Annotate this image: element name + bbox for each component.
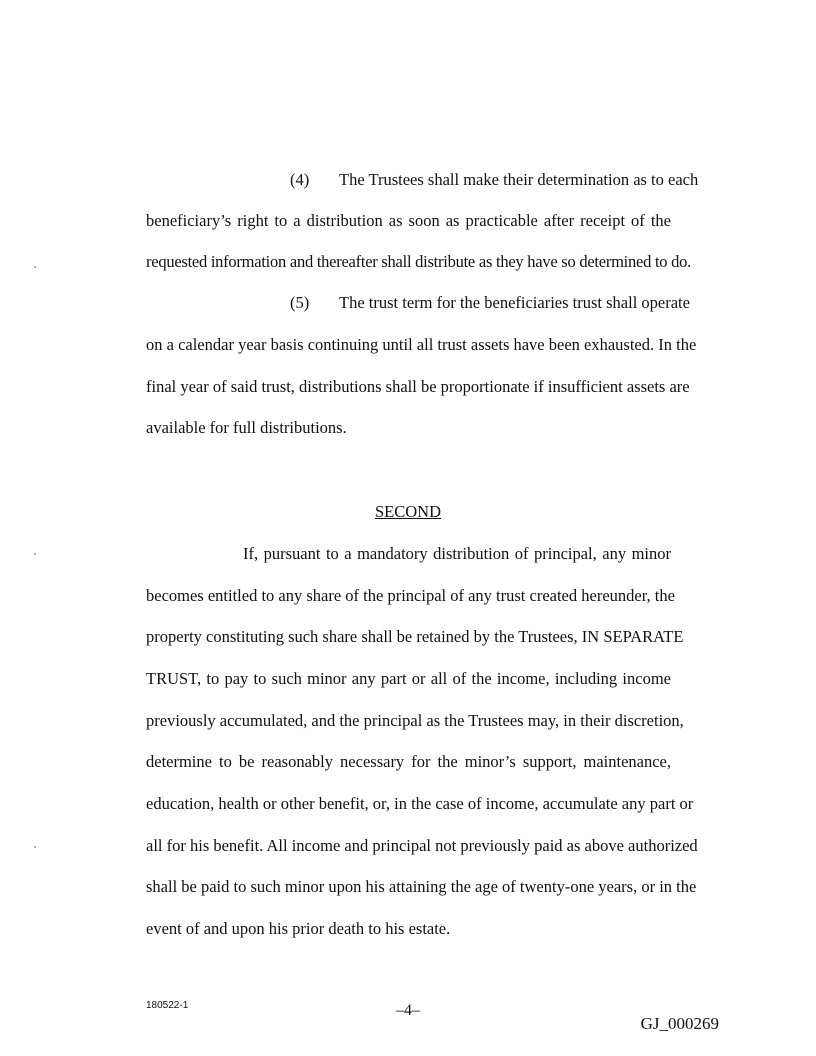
item-5-line: available for full distributions. (146, 418, 347, 437)
document-id: 180522-1 (146, 1000, 189, 1011)
second-line: all for his benefit. All income and principal not previously paid as above authorized (146, 836, 698, 855)
item-5-number: (5) (290, 293, 310, 312)
item-4-number: (4) (290, 170, 310, 189)
second-line: determine to be reasonably necessary for the minor’s support, maintenance, (146, 752, 671, 771)
item-4-first-line: The Trustees shall make their determination as to each (339, 170, 699, 189)
item-4-line: beneficiary’s right to a distribution as soon as practicable after receipt of the (146, 211, 671, 230)
second-line: becomes entitled to any share of the principal of any trust created hereunder, the (146, 586, 675, 605)
item-5-first-line: The trust term for the beneficiaries trust shall operate (339, 293, 690, 312)
second-first-line: If, pursuant to a mandatory distribution of principal, any minor (243, 544, 671, 563)
section-heading-second (0, 502, 816, 522)
second-line: TRUST, to pay to such minor any part or all of the income, including income (146, 669, 671, 688)
second-line: education, health or other benefit, or, in the case of income, accumulate any part or (146, 794, 694, 813)
item-4-line: requested information and thereafter shall distribute as they have so determined to do. (146, 252, 692, 271)
item-5-line: final year of said trust, distributions shall be proportionate if insufficient assets are (146, 377, 690, 396)
second-line: previously accumulated, and the principal as the Trustees may, in their discretion, (146, 711, 684, 730)
page-number: –4– (396, 1002, 420, 1019)
section-heading-text: SECOND (374, 502, 441, 521)
bates-number: GJ_000269 (640, 1014, 719, 1033)
second-line: property constituting such share shall be retained by the Trustees, IN SEPARATE (146, 627, 684, 646)
item-5-line: on a calendar year basis continuing until all trust assets have been exhausted. In the (146, 335, 697, 354)
second-line: shall be paid to such minor upon his attaining the age of twenty-one years, or in the (146, 877, 697, 896)
scan-speck (34, 553, 36, 555)
scan-speck (34, 846, 36, 848)
scan-speck (34, 266, 36, 268)
second-line: event of and upon his prior death to his estate. (146, 919, 451, 938)
